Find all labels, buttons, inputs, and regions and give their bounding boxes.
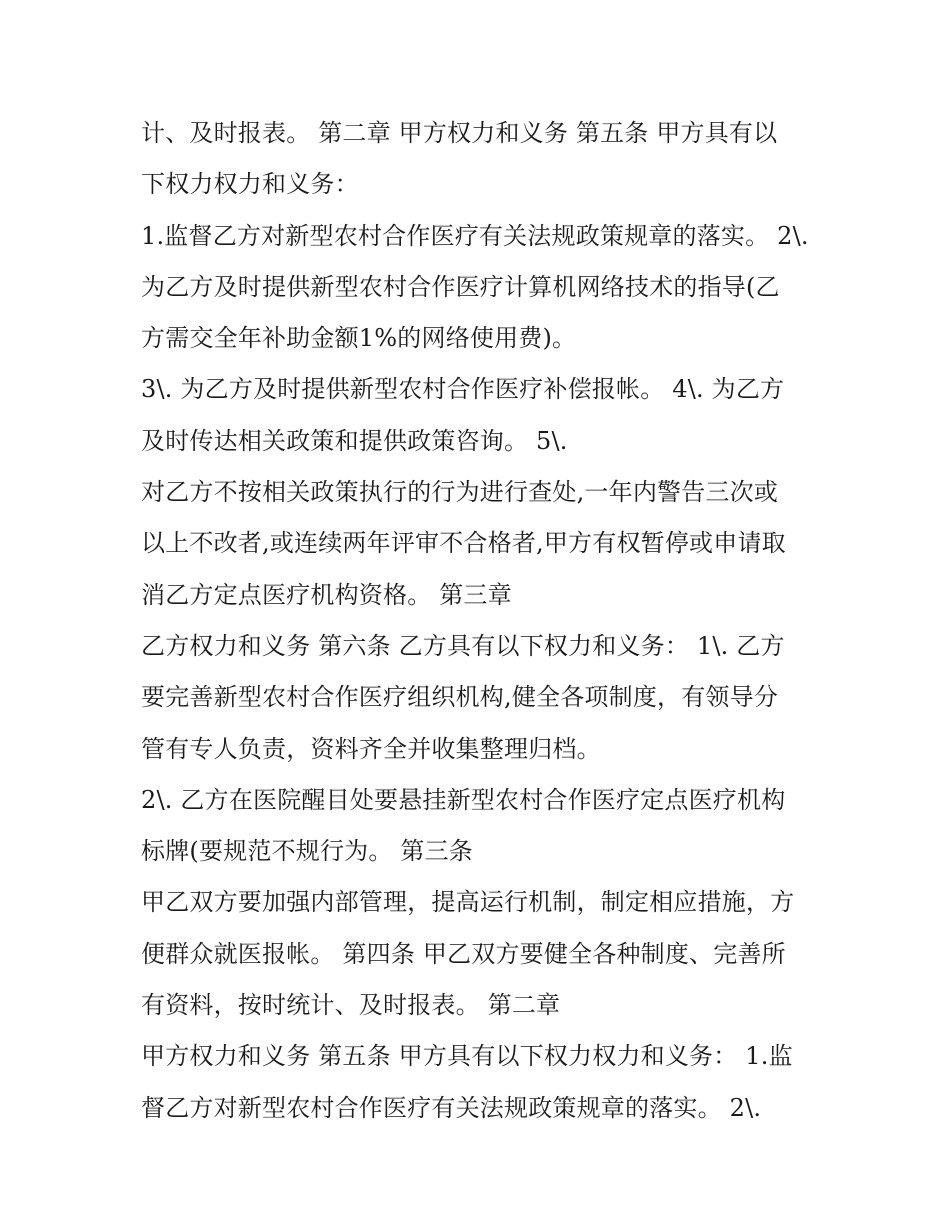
text-line: 便群众就医报帐。 第四条 甲乙双方要健全各种制度、完善所: [141, 939, 786, 968]
text-line: 标牌(要规范不规行为。 第三条: [141, 837, 473, 866]
text-line: 1.监督乙方对新型农村合作医疗有关法规政策规章的落实。 2\.: [141, 221, 809, 250]
text-line: 为乙方及时提供新型农村合作医疗计算机网络技术的指导(乙: [141, 272, 780, 301]
text-line: 要完善新型农村合作医疗组织机构,健全各项制度，有领导分: [141, 683, 779, 712]
text-line: 甲乙双方要加强内部管理，提高运行机制，制定相应措施，方: [141, 888, 795, 917]
text-line: 方需交全年补助金额1%的网络使用费)。: [141, 324, 577, 353]
text-line: 3\. 为乙方及时提供新型农村合作医疗补偿报帐。 4\. 为乙方: [141, 375, 785, 404]
text-line: 乙方权力和义务 第六条 乙方具有以下权力和义务： 1\. 乙方: [141, 631, 785, 660]
text-line: 下权力权力和义务：: [141, 170, 359, 199]
text-line: 有资料，按时统计、及时报表。 第二章: [141, 991, 561, 1020]
text-line: 甲方权力和义务 第五条 甲方具有以下权力权力和义务： 1.监: [141, 1042, 793, 1071]
text-line: 督乙方对新型农村合作医疗有关法规政策规章的落实。 2\.: [141, 1093, 762, 1122]
document-body: [141, 108, 821, 1134]
text-line: 管有专人负责，资料齐全并收集整理归档。: [141, 734, 601, 763]
text-line: 对乙方不按相关政策执行的行为进行查处,一年内警告三次或: [141, 478, 779, 507]
text-line: 2\. 乙方在医院醒目处要悬挂新型农村合作医疗定点医疗机构: [141, 785, 786, 814]
text-line: 计、及时报表。 第二章 甲方权力和义务 第五条 甲方具有以: [141, 119, 778, 147]
text-line: 及时传达相关政策和提供政策咨询。 5\.: [141, 426, 568, 455]
text-line: 消乙方定点医疗机构资格。 第三章: [141, 580, 512, 609]
text-line: 以上不改者,或连续两年评审不合格者,甲方有权暂停或申请取: [141, 529, 786, 558]
